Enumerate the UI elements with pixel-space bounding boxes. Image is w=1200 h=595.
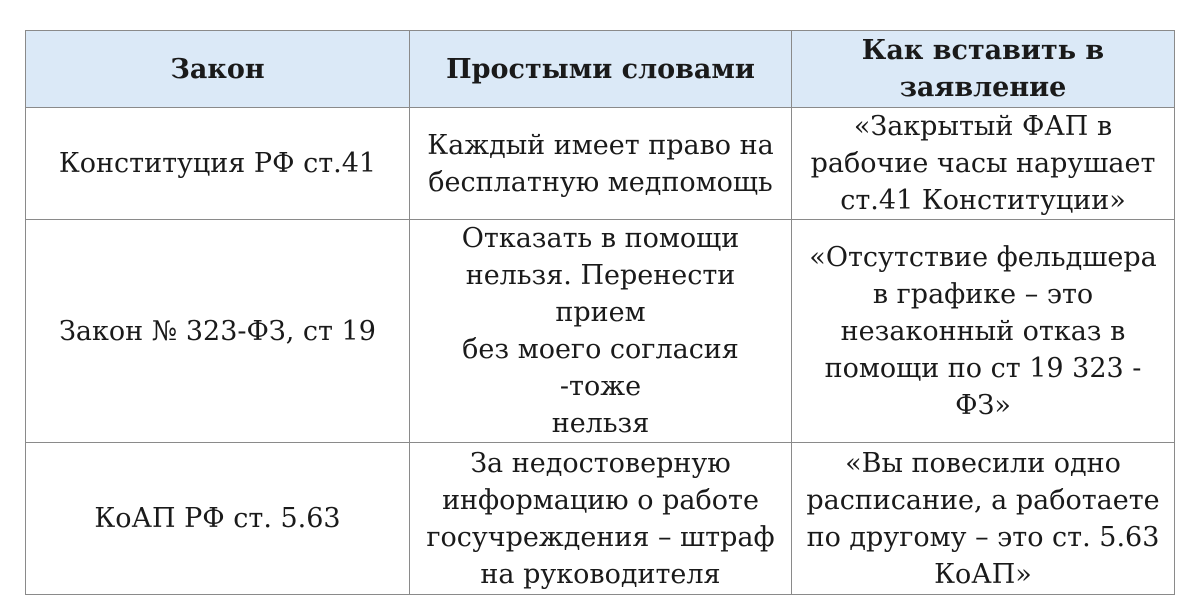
header-law: Закон: [26, 31, 410, 108]
table-row: [26, 220, 1175, 443]
cell-law: КоАП РФ ст. 5.63: [26, 443, 410, 595]
cell-how-to-insert: «Отсутствие фельдшера в графике – это незаконный отказ в помощи по ст 19 323 - ФЗ»: [792, 220, 1175, 443]
table-body: [26, 108, 1175, 595]
table-row: [26, 108, 1175, 220]
header-how-to-insert: Как вставить в заявление: [792, 31, 1175, 108]
cell-plain-words: Отказать в помощи нельзя. Перенести прием без моего согласия -тоже нельзя: [410, 220, 792, 443]
cell-how-to-insert: «Закрытый ФАП в рабочие часы нарушает ст.41 Конституции»: [792, 108, 1175, 220]
law-table: [25, 30, 1175, 595]
cell-plain-words: Каждый имеет право на бесплатную медпомощь: [410, 108, 792, 220]
header-plain-words: Простыми словами: [410, 31, 792, 108]
table-header: [26, 31, 1175, 108]
cell-law: Закон № 323-ФЗ, ст 19: [26, 220, 410, 443]
cell-how-to-insert: «Вы повесили одно расписание, а работаете по другому – это ст. 5.63 КоАП»: [792, 443, 1175, 595]
header-row: [26, 31, 1175, 108]
cell-law: Конституция РФ ст.41: [26, 108, 410, 220]
cell-plain-words: За недостоверную информацию о работе госучреждения – штраф на руководителя: [410, 443, 792, 595]
table-row: [26, 443, 1175, 595]
